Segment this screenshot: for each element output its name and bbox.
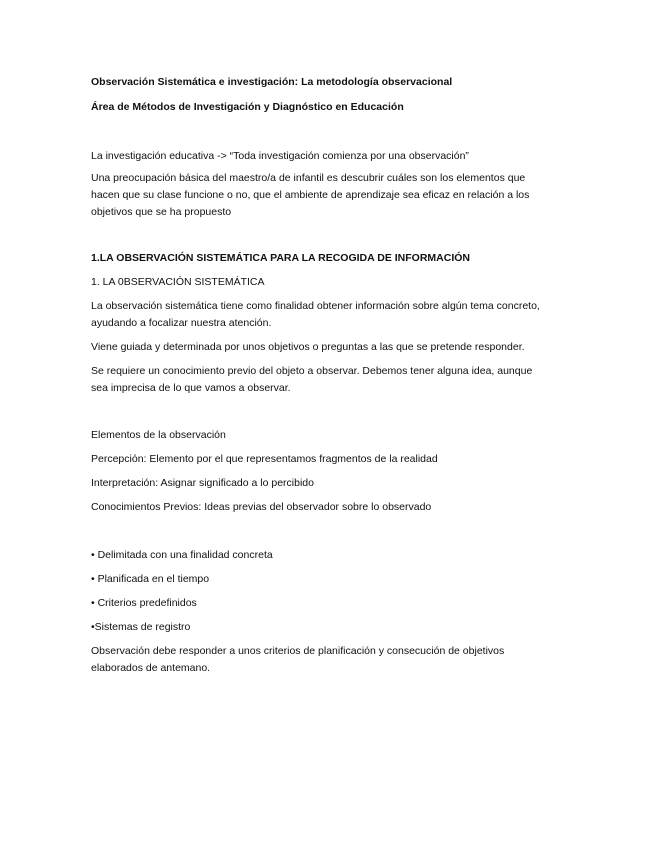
bullet-item: • Planificada en el tiempo (91, 573, 210, 585)
element-item: Interpretación: Asignar significado a lo percibido (91, 477, 314, 489)
closing-line: Observación debe responder a unos criterios de planificación y consecución de objetivos (91, 645, 505, 657)
bullet-item: • Criterios predefinidos (91, 597, 197, 609)
element-item: Percepción: Elemento por el que representamos fragmentos de la realidad (91, 453, 438, 465)
document-title: Observación Sistemática e investigación: La metodología observacional (91, 76, 453, 88)
intro-quote-line: La investigación educativa -> “Toda investigación comienza por una observación” (91, 150, 469, 162)
element-item: Conocimientos Previos: Ideas previas del observador sobre lo observado (91, 501, 432, 513)
closing-line: elaborados de antemano. (91, 662, 211, 674)
bullet-item: • Delimitada con una finalidad concreta (91, 549, 273, 561)
intro-paragraph-line: objetivos que se ha propuesto (91, 206, 232, 218)
intro-paragraph-line: hacen que su clase funcione o no, que el ambiente de aprendizaje sea eficaz en relación a los (91, 189, 530, 201)
paragraph-line: sea imprecisa de lo que vamos a observar. (91, 382, 291, 394)
intro-paragraph-line: Una preocupación básica del maestro/a de infantil es descubrir cuáles son los elementos que (91, 172, 526, 184)
section-heading: 1.LA OBSERVACIÓN SISTEMÁTICA PARA LA RECOGIDA DE INFORMACIÓN (91, 252, 470, 264)
paragraph-line: ayudando a focalizar nuestra atención. (91, 317, 272, 329)
paragraph-line: La observación sistemática tiene como finalidad obtener información sobre algún tema concreto, (91, 300, 540, 312)
paragraph-line: Viene guiada y determinada por unos objetivos o preguntas a las que se pretende responder. (91, 341, 525, 353)
document-subtitle: Área de Métodos de Investigación y Diagnóstico en Educación (91, 101, 404, 113)
elements-heading: Elementos de la observación (91, 429, 226, 441)
paragraph-line: Se requiere un conocimiento previo del objeto a observar. Debemos tener alguna idea, aunque (91, 365, 533, 377)
bullet-item: •Sistemas de registro (91, 621, 191, 633)
section-subheading: 1. LA 0BSERVACIÓN SISTEMÁTICA (91, 276, 265, 288)
